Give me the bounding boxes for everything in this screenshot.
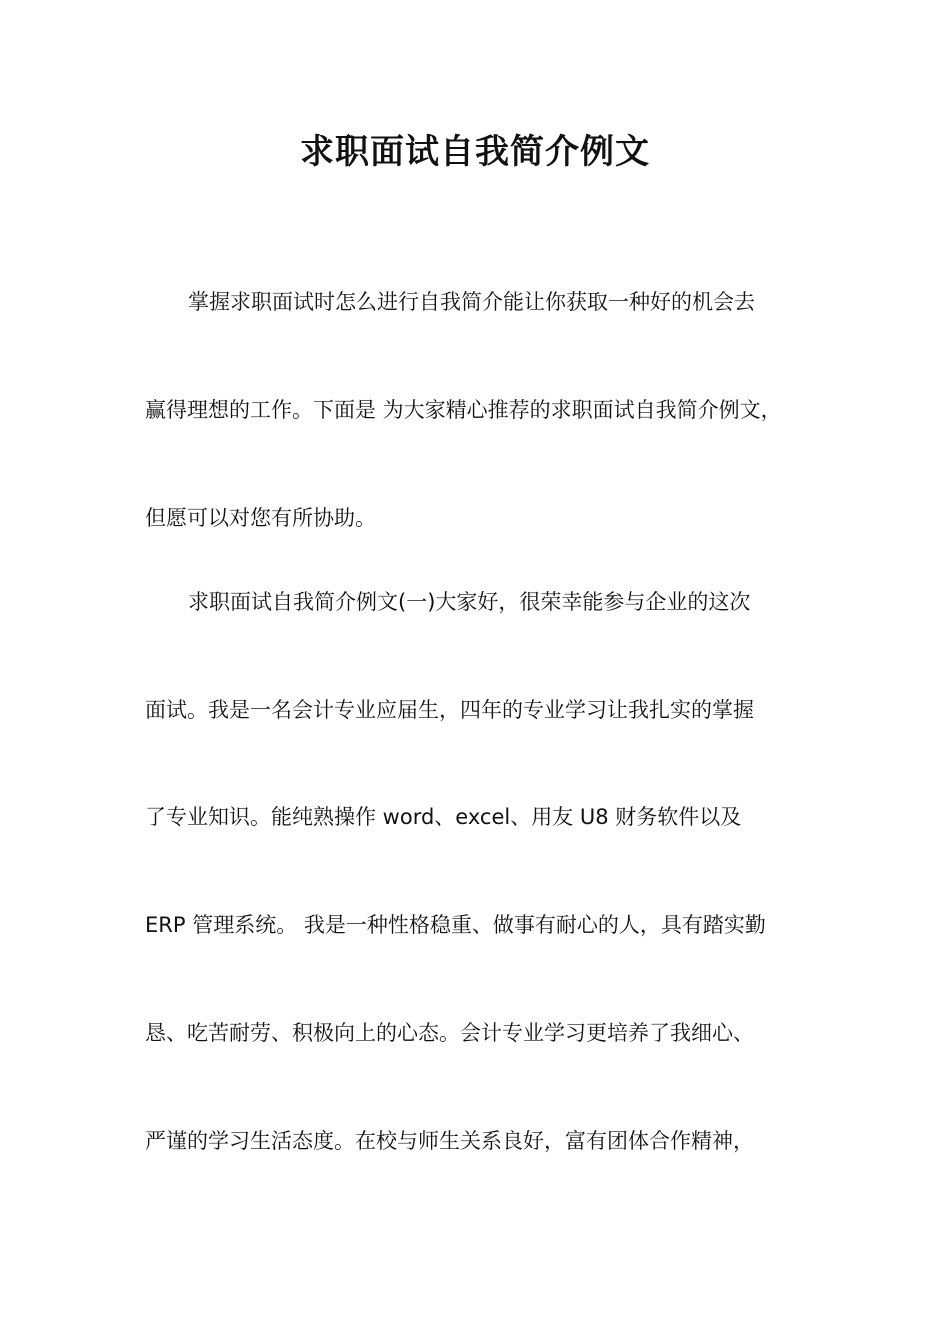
paragraph-2-line-2: 面试。我是一名会计专业应届生，四年的专业学习让我扎实的掌握 <box>145 698 754 722</box>
paragraph-2-line-5: 恳、吃苦耐劳、积极向上的心态。会计专业学习更培养了我细心、 <box>145 1021 754 1045</box>
paragraph-1-line-3: 但愿可以对您有所协助。 <box>145 506 376 530</box>
paragraph-2-line-3: 了专业知识。能纯熟操作 word、excel、用友 U8 财务软件以及 <box>145 805 742 829</box>
document-title: 求职面试自我简介例文 <box>300 132 650 172</box>
paragraph-1-line-1: 掌握求职面试时怎么进行自我简介能让你获取一种好的机会去 <box>188 290 755 314</box>
paragraph-2-line-1: 求职面试自我简介例文(一)大家好，很荣幸能参与企业的这次 <box>188 590 751 614</box>
paragraph-2-line-6: 严谨的学习生活态度。在校与师生关系良好，富有团体合作精神， <box>145 1129 754 1153</box>
paragraph-2-line-4: ERP 管理系统。 我是一种性格稳重、做事有耐心的人，具有踏实勤 <box>145 913 766 937</box>
paragraph-1-line-2: 赢得理想的工作。下面是 为大家精心推荐的求职面试自我简介例文， <box>145 398 782 422</box>
